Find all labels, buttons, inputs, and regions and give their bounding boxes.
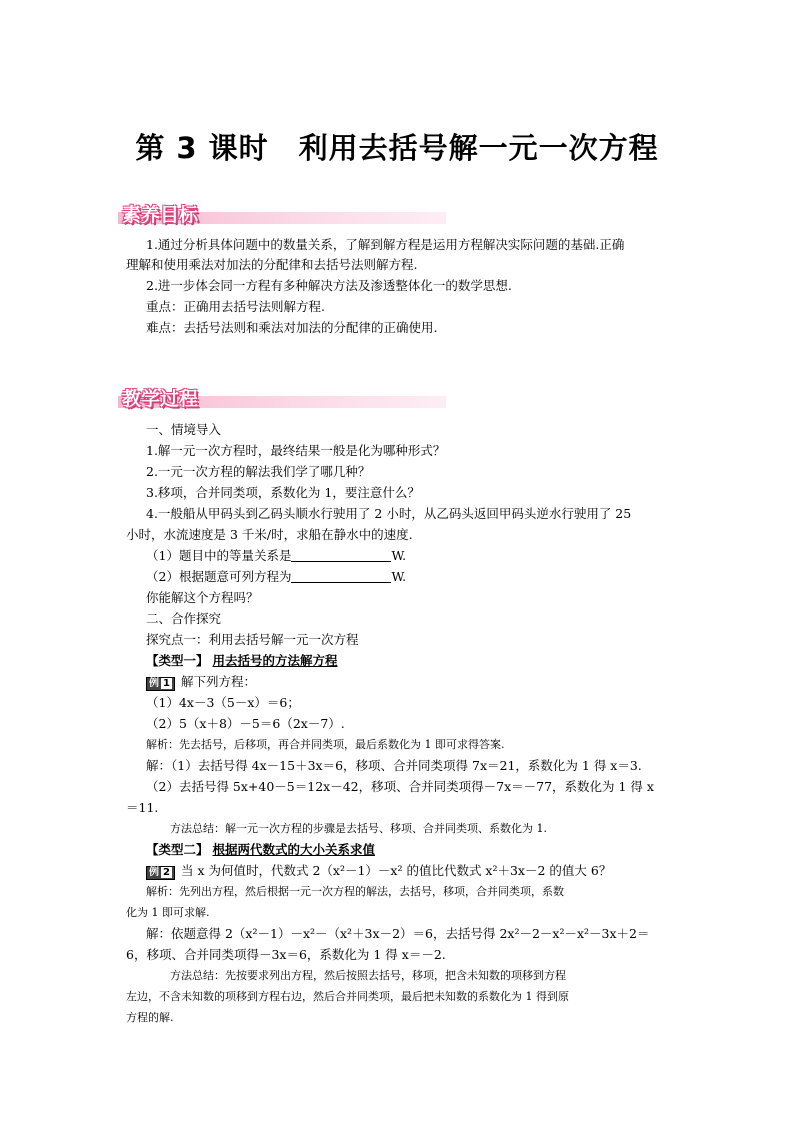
type-2-heading bbox=[146, 840, 706, 860]
example-2-summary: 方法总结：先按要求列出方程，然后按照去括号，移项，把含未知数的项移到方程 bbox=[170, 969, 566, 982]
goal-line: 理解和使用乘法对加法的分配律和去括号法则解方程. bbox=[126, 257, 418, 272]
intro-heading: 一、情境导入 bbox=[146, 422, 222, 437]
example-1-text: 解下列方程： bbox=[180, 674, 256, 689]
example-2 bbox=[146, 861, 706, 881]
banner-label: 素养目标 bbox=[122, 204, 199, 226]
fill-blank-1 bbox=[146, 546, 706, 566]
example-1-solution-2: （2）去括号得 5x+40－5＝12x－42，移项、合并同类项得－7x＝－77，系数化为 1 得 x bbox=[146, 779, 654, 794]
example-badge bbox=[146, 677, 175, 691]
answer-blank bbox=[291, 548, 391, 562]
example-badge-tag: 例 bbox=[149, 867, 159, 878]
ask-line: 你能解这个方程吗？ bbox=[146, 590, 259, 605]
example-1-solution-2-cont: ＝11. bbox=[126, 800, 159, 815]
answer-blank bbox=[291, 569, 391, 583]
example-2-summary-end: 方程的解. bbox=[126, 1011, 174, 1024]
question-4: 4.一般船从甲码头到乙码头顺水行驶用了 2 小时，从乙码头返回甲码头逆水行驶用了 25 bbox=[146, 506, 632, 521]
page-title: 第 3 课时 利用去括号解一元一次方程 bbox=[135, 131, 659, 165]
example-1-eq1: （1）4x－3（5－x）＝6； bbox=[146, 695, 300, 710]
goal-line: 2.进一步体会同一方程有多种解决方法及渗透整体化一的数学思想. bbox=[146, 278, 512, 293]
type-1-tag: 【类型一】 bbox=[146, 653, 209, 668]
type-2-title: 根据两代数式的大小关系求值 bbox=[212, 842, 376, 857]
question-1: 1.解一元一次方程时，最终结果一般是化为哪种形式？ bbox=[146, 443, 446, 458]
example-badge-tag: 例 bbox=[149, 678, 159, 689]
example-2-text: 当 x 为何值时，代数式 2（x²－1）－x² 的值比代数式 x²＋3x－2 的值大 6？ bbox=[180, 863, 612, 878]
example-1-analysis: 解析：先去括号，后移项，再合并同类项，最后系数化为 1 即可求得答案. bbox=[146, 738, 505, 751]
example-badge-num: 2 bbox=[163, 867, 170, 878]
example-2-analysis: 解析：先列出方程，然后根据一元一次方程的解法，去括号，移项，合并同类项，系数 bbox=[146, 885, 564, 898]
question-4-cont: 小时，水流速度是 3 千米/时，求船在静水中的速度. bbox=[126, 527, 413, 542]
example-1 bbox=[146, 672, 706, 692]
fill-blank-1-pre: （1）题目中的等量关系是 bbox=[146, 548, 292, 563]
example-1-solution-1: 解：（1）去括号得 4x－15＋3x＝6，移项、合并同类项得 7x＝21，系数化为 1 得 x＝3. bbox=[146, 758, 642, 773]
banner-label: 教学过程 bbox=[122, 388, 199, 410]
explore-point-1: 探究点一：利用去括号解一元一次方程 bbox=[146, 632, 359, 647]
explore-heading: 二、合作探究 bbox=[146, 611, 222, 626]
example-1-eq2: （2）5（x＋8）－5＝6（2x－7）. bbox=[146, 716, 345, 731]
question-3: 3.移项，合并同类项，系数化为 1，要注意什么？ bbox=[146, 485, 420, 500]
type-1-title: 用去括号的方法解方程 bbox=[212, 653, 338, 668]
example-badge-num: 1 bbox=[163, 678, 170, 689]
goal-line: 重点：正确用去括号法则解方程. bbox=[146, 299, 325, 314]
section-banner-process bbox=[118, 386, 446, 412]
example-2-summary-cont: 左边，不含未知数的项移到方程右边，然后合并同类项，最后把未知数的系数化为 1 得到原 bbox=[126, 990, 569, 1003]
fill-blank-2-post: W. bbox=[391, 569, 407, 584]
example-2-solution: 解：依题意得 2（x²－1）－x²－（x²＋3x－2）＝6，去括号得 2x²－2－x²－x²－3x＋2＝ bbox=[146, 926, 650, 941]
fill-blank-1-post: W. bbox=[391, 548, 407, 563]
example-badge bbox=[146, 866, 175, 880]
question-2: 2.一元一次方程的解法我们学了哪几种？ bbox=[146, 464, 371, 479]
fill-blank-2 bbox=[146, 567, 706, 587]
example-2-analysis-cont: 化为 1 即可求解. bbox=[126, 906, 210, 919]
type-1-heading bbox=[146, 651, 706, 671]
goal-line: 难点：去括号法则和乘法对加法的分配律的正确使用. bbox=[146, 320, 438, 335]
example-2-solution-cont: 6，移项、合并同类项得－3x＝6，系数化为 1 得 x＝－2. bbox=[126, 947, 446, 962]
section-banner-goals bbox=[118, 202, 446, 228]
fill-blank-2-pre: （2）根据题意可列方程为 bbox=[146, 569, 292, 584]
goal-line: 1.通过分析具体问题中的数量关系，了解到解方程是运用方程解决实际问题的基础.正确 bbox=[146, 237, 625, 252]
type-2-tag: 【类型二】 bbox=[146, 842, 209, 857]
example-1-summary: 方法总结：解一元一次方程的步骤是去括号、移项、合并同类项、系数化为 1. bbox=[170, 822, 547, 835]
